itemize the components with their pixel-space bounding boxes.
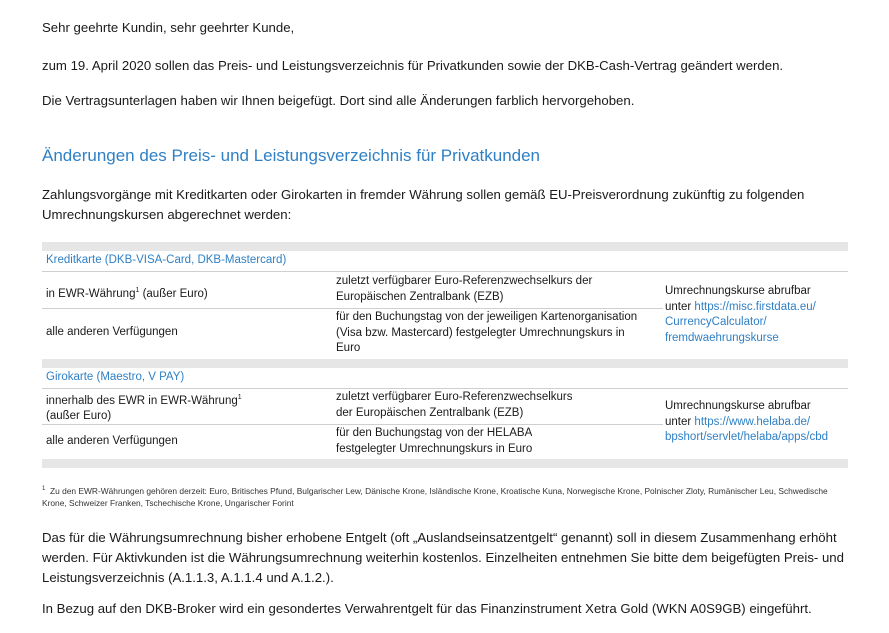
footnote-mark: 1 xyxy=(237,394,242,401)
footnote: $^1$ Zu den EWR-Währungen gehören derzeit: Euro, Britisches Pfund, Bulgarischer Lew, Dänische Krone, Isländische Krone, Kroatische Kuna, Norwegische Krone, Polnischer Zloty, Rumänischer Leu, Schwedische Krone, Schweizer Franken, Tschechische Krone, Ungarischer Forint xyxy=(42,485,828,509)
credit-card-category: Kreditkarte (DKB-VISA-Card, DKB-Mastercard) xyxy=(46,254,287,266)
divider xyxy=(42,424,663,425)
firstdata-link[interactable]: https://misc.firstdata.eu/ xyxy=(694,300,816,313)
table-mid-band xyxy=(42,359,848,368)
intro-paragraph: zum 19. April 2020 sollen das Preis- und Leistungsverzeichnis für Privatkunden sowie der DKB-Cash-Vertrag geändert werden. xyxy=(42,58,784,73)
section-heading: Änderungen des Preis- und Leistungsverzeichnis für Privatkunden xyxy=(42,146,541,165)
table-top-band xyxy=(42,242,848,251)
giro-row2-condition: alle anderen Verfügungen xyxy=(46,435,178,447)
credit-row1-condition: in EWR-Währung$^1$ (außer Euro) xyxy=(46,287,208,300)
credit-row2-condition: alle anderen Verfügungen xyxy=(46,326,178,338)
section-intro-line: Zahlungsvorgänge mit Kreditkarten oder Girokarten in fremder Währung sollen gemäß EU-Preisverordnung zukünftig zu folgenden xyxy=(42,187,805,202)
divider xyxy=(42,308,663,309)
attachments-note: Die Vertragsunterlagen haben wir Ihnen beigefügt. Dort sind alle Änderungen farblich hervorgehoben. xyxy=(42,93,635,108)
credit-rate-link-block: Umrechnungskurse abrufbar unter https://misc.firstdata.eu/ CurrencyCalculator/ fremdwaehrungskurse xyxy=(665,284,816,346)
broker-paragraph: In Bezug auf den DKB-Broker wird ein gesondertes Verwahrentgelt für das Finanzinstrument Xetra Gold (WKN A0S9GB) eingeführt. xyxy=(42,601,812,616)
credit-row2-rate: für den Buchungstag von der jeweiligen Kartenorganisation (Visa bzw. Mastercard) festgelegter Umrechnungskurs in Euro xyxy=(336,311,638,354)
helaba-link-cont[interactable]: bpshort/servlet/helaba/apps/cbd xyxy=(665,431,829,443)
credit-row1-rate: zuletzt verfügbarer Euro-Referenzwechselkurs der Europäischen Zentralbank (EZB) xyxy=(336,275,593,303)
table-bottom-band xyxy=(42,459,848,468)
giro-row2-rate: für den Buchungstag von der HELABA festgelegter Umrechnungskurs in Euro xyxy=(336,427,533,455)
footnote-mark: 1 xyxy=(135,287,140,294)
girocard-category: Girokarte (Maestro, V PAY) xyxy=(46,371,185,383)
giro-rate-link-block: Umrechnungskurse abrufbar unter https://www.helaba.de/ bpshort/servlet/helaba/apps/cbd xyxy=(665,399,828,446)
divider xyxy=(42,388,848,389)
giro-row1-condition: innerhalb des EWR in EWR-Währung$^1$ (außer Euro) xyxy=(46,394,242,423)
firstdata-link-cont[interactable]: CurrencyCalculator/ xyxy=(665,316,767,328)
footnote-mark: 1 xyxy=(42,486,46,492)
exchange-rate-table xyxy=(42,242,848,468)
helaba-link[interactable]: https://www.helaba.de/ xyxy=(694,415,811,428)
firstdata-link-cont[interactable]: fremdwaehrungskurse xyxy=(665,331,779,344)
giro-row1-rate: zuletzt verfügbarer Euro-Referenzwechselkurs der Europäischen Zentralbank (EZB) xyxy=(336,391,573,419)
divider xyxy=(42,271,848,272)
section-intro xyxy=(42,185,804,225)
salutation: Sehr geehrte Kundin, sehr geehrter Kunde, xyxy=(42,20,295,35)
fee-paragraph: Das für die Währungsumrechnung bisher erhobene Entgelt (oft „Auslandseinsatzentgelt“ genannt) soll in diesem Zusammenhang erhöht werden. Für Aktivkunden ist die Währungsumrechnung weiterhin kostenlos. Einzelheiten entnehmen Sie bitte dem beigefügten Preis- und Leistungsverzeichnis (A.1.1.3, A.1.1.4 und A.1.2.). xyxy=(42,530,844,585)
section-intro-line: Umrechnungskursen abgerechnet werden: xyxy=(42,207,292,222)
